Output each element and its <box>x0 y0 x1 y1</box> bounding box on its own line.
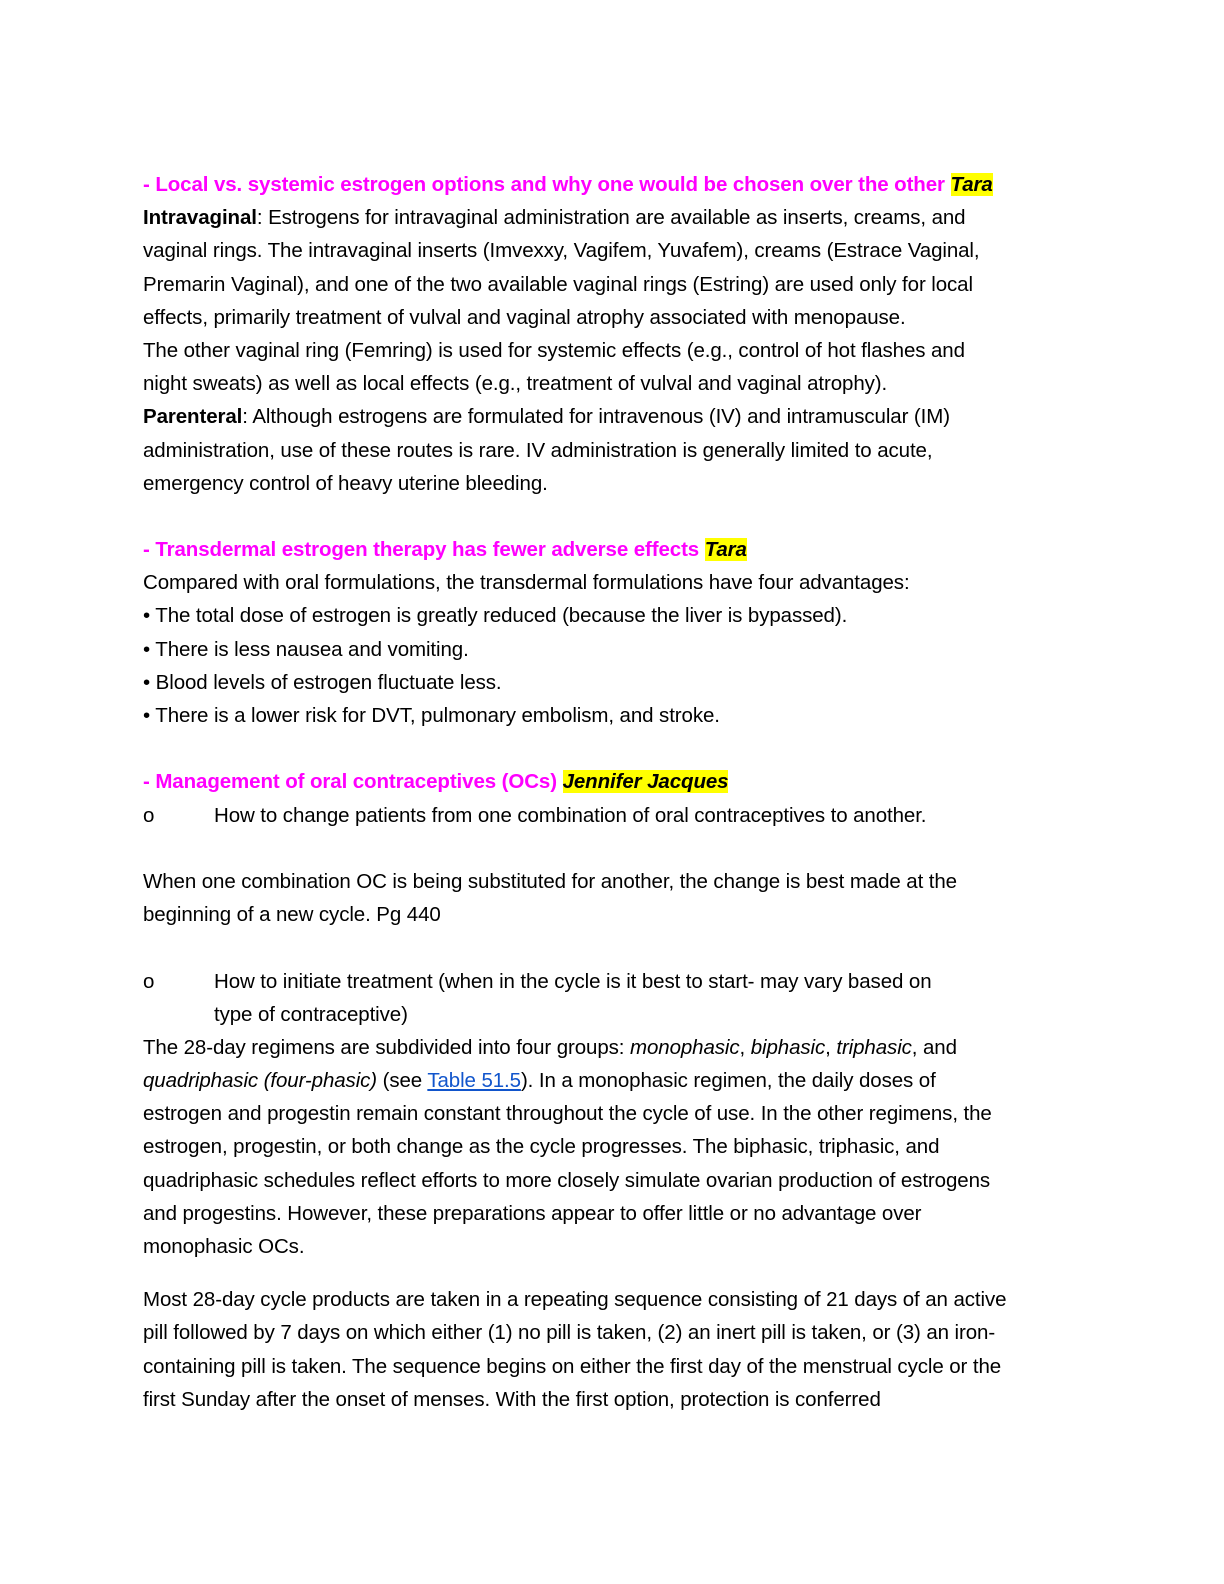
biphasic-term: biphasic <box>750 1035 826 1059</box>
intravaginal-text: : Estrogens for intravaginal administration are available as inserts, creams, and <box>256 206 966 230</box>
item1-answer-line-2: beginning of a new cycle. Pg 440 <box>143 903 441 927</box>
regimen-text: , and <box>911 1035 957 1059</box>
section2-heading-line <box>143 533 1073 566</box>
regimen-para-line-2 <box>143 1064 1073 1097</box>
intravaginal-line-2: vaginal rings. The intravaginal inserts (Imvexxy, Vagifem, Yuvafem), creams (Estrace Vaginal, <box>143 239 980 263</box>
section1-heading: - Local vs. systemic estrogen options and why one would be chosen over the other <box>143 173 945 196</box>
parenteral-line-1 <box>143 400 1073 433</box>
blank-line <box>143 500 1073 533</box>
regimen-para-line-5: quadriphasic schedules reflect efforts to more closely simulate ovarian production of estrogens <box>143 1168 991 1192</box>
regimen-para-line-3: estrogen and progestin remain constant throughout the cycle of use. In the other regimens, the <box>143 1102 992 1126</box>
bullet-item-3: • Blood levels of estrogen fluctuate less. <box>143 670 502 694</box>
section3-author: Jennifer Jacques <box>562 770 729 794</box>
quadriphasic-term: quadriphasic (four-phasic) <box>143 1069 378 1093</box>
regimen-para-line-1 <box>143 1031 1073 1064</box>
parenteral-line-3: emergency control of heavy uterine bleeding. <box>143 471 548 495</box>
intravaginal-label: Intravaginal <box>143 206 257 230</box>
regimen-text: ). In a monophasic regimen, the daily doses of <box>520 1069 936 1093</box>
intravaginal-line-5: The other vaginal ring (Femring) is used for systemic effects (e.g., control of hot flashes and <box>143 338 965 362</box>
intravaginal-line-4: effects, primarily treatment of vulval and vaginal atrophy associated with menopause. <box>143 305 906 329</box>
regimen-para-line-4: estrogen, progestin, or both change as the cycle progresses. The biphasic, triphasic, and <box>143 1135 940 1159</box>
regimen-text: (see <box>377 1069 428 1093</box>
sub-item-2-text-line-2: type of contraceptive) <box>214 1002 408 1026</box>
section3-heading: - Management of oral contraceptives (OCs) <box>143 770 557 794</box>
sub-item-marker: o <box>143 969 155 993</box>
parenteral-line-2: administration, use of these routes is rare. IV administration is generally limited to acute, <box>143 438 933 462</box>
blank-line <box>143 732 1073 765</box>
regimen-para-line-7: monophasic OCs. <box>143 1235 305 1258</box>
sub-item-2 <box>143 965 1073 998</box>
section1-heading-line <box>143 168 1073 201</box>
regimen-text: The 28-day regimens are subdivided into four groups: <box>143 1035 630 1059</box>
bullet-item-4: • There is a lower risk for DVT, pulmonary embolism, and stroke. <box>143 704 720 727</box>
intravaginal-line-3: Premarin Vaginal), and one of the two available vaginal rings (Estring) are used only for local <box>143 272 973 296</box>
bullet-item-2: • There is less nausea and vomiting. <box>143 637 469 661</box>
sub-item-2-continued <box>143 998 1073 1031</box>
parenteral-text: : Although estrogens are formulated for intravenous (IV) and intramuscular (IM) <box>242 405 950 429</box>
sequence-para-line-3: containing pill is taken. The sequence begins on either the first day of the menstrual cycle or the <box>143 1354 1002 1378</box>
item1-answer-line-1: When one combination OC is being substituted for another, the change is best made at the <box>143 869 957 893</box>
blank-line <box>143 931 1073 964</box>
intravaginal-line-6: night sweats) as well as local effects (e.g., treatment of vulval and vaginal atrophy). <box>143 372 888 396</box>
bullet-item-1: • The total dose of estrogen is greatly reduced (because the liver is bypassed). <box>143 604 848 628</box>
paragraph-gap <box>143 1263 1073 1283</box>
document-page <box>143 168 1073 1416</box>
sub-item-1 <box>143 799 1073 832</box>
sub-item-marker: o <box>143 803 155 827</box>
section2-author: Tara <box>704 538 747 562</box>
section2-intro: Compared with oral formulations, the transdermal formulations have four advantages: <box>143 571 910 595</box>
section1-author: Tara <box>950 173 993 196</box>
intravaginal-line-1 <box>143 201 1073 234</box>
sub-item-1-text: How to change patients from one combination of oral contraceptives to another. <box>214 803 927 827</box>
parenteral-label: Parenteral <box>143 405 243 429</box>
sequence-para-line-4: first Sunday after the onset of menses. With the first option, protection is conferred <box>143 1387 881 1411</box>
regimen-text: , <box>825 1035 837 1059</box>
regimen-para-line-6: and progestins. However, these preparations appear to offer little or no advantage over <box>143 1201 922 1225</box>
table-51-5-link[interactable]: Table 51.5 <box>427 1069 521 1093</box>
triphasic-term: triphasic <box>836 1035 912 1059</box>
section3-heading-line <box>143 765 1073 798</box>
regimen-text: , <box>739 1035 751 1059</box>
sequence-para-line-2: pill followed by 7 days on which either (1) no pill is taken, (2) an inert pill is taken, or (3) an iron- <box>143 1321 996 1345</box>
sequence-para-line-1: Most 28-day cycle products are taken in a repeating sequence consisting of 21 days of an active <box>143 1288 1007 1312</box>
blank-line <box>143 832 1073 865</box>
monophasic-term: monophasic <box>629 1035 740 1059</box>
section2-heading: - Transdermal estrogen therapy has fewer adverse effects <box>143 538 700 562</box>
sub-item-2-text-line-1: How to initiate treatment (when in the cycle is it best to start- may vary based on <box>214 969 932 993</box>
